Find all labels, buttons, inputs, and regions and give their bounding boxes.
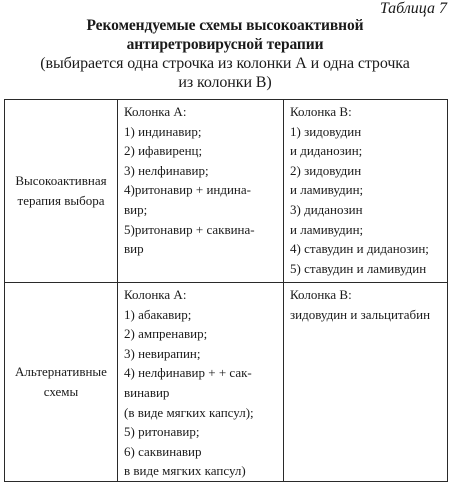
column-a-heading: Колонка А:	[124, 287, 187, 302]
drug-line: и ламивудин;	[290, 182, 364, 198]
table-number-label: Таблица 7	[379, 0, 447, 17]
drug-line: 5) ставудин и ламивудин	[290, 260, 427, 276]
subtitle-line: из колонки В)	[178, 74, 272, 91]
subtitle-line: (выбирается одна строчка из колонки А и одна строчка	[40, 55, 410, 72]
drug-line: 4) ставудин и диданозин;	[290, 241, 429, 257]
column-b-cell	[284, 283, 448, 482]
drug-line: 4)ритонавир + индина-	[124, 182, 251, 198]
drug-line: 1) абакавир;	[124, 306, 192, 322]
table-title	[0, 16, 450, 92]
drug-line: 3) невирапин;	[124, 345, 201, 361]
drug-line: 2) ампренавир;	[124, 326, 208, 342]
title-line: антиретровирусной терапии	[126, 36, 324, 53]
column-a-cell	[118, 283, 284, 482]
table-row-alternative	[5, 283, 448, 482]
drug-line: и диданозин;	[290, 143, 363, 159]
therapy-schemes-table	[4, 99, 448, 482]
row-label-cell	[5, 283, 118, 482]
title-line: Рекомендуемые схемы высокоактивной	[86, 17, 364, 34]
drug-line: в виде мягких капсул)	[124, 463, 246, 479]
column-a-heading: Колонка А:	[124, 104, 187, 119]
column-b-heading: Колонка В:	[290, 104, 352, 119]
column-b-cell	[284, 100, 448, 283]
drug-line: 6) саквинавир	[124, 443, 202, 459]
drug-line: 4) нелфинавир + + сак-	[124, 365, 252, 381]
drug-line: и ламивудин;	[290, 221, 364, 237]
row-label-line: Высокоактивная	[15, 173, 107, 189]
drug-line: 5)ритонавир + саквина-	[124, 221, 255, 237]
row-label-line: схемы	[43, 383, 79, 399]
column-b-heading: Колонка В:	[290, 287, 352, 302]
drug-line: (в виде мягких капсул);	[124, 404, 254, 420]
drug-line: зидовудин и зальцитабин	[290, 306, 431, 322]
drug-line: 2) ифавиренц;	[124, 143, 203, 159]
drug-line: вир;	[124, 201, 148, 217]
column-a-cell	[118, 100, 284, 283]
table-row-primary-therapy	[5, 100, 448, 283]
drug-line: винавир	[124, 384, 170, 400]
row-label-line: Альтернативные	[15, 364, 107, 380]
drug-line: вир	[124, 241, 144, 257]
drug-line: 1) зидовудин	[290, 123, 362, 139]
drug-line: 1) индинавир;	[124, 123, 202, 139]
drug-line: 3) диданозин	[290, 201, 363, 217]
drug-line: 2) зидовудин	[290, 162, 362, 178]
drug-line: 3) нелфинавир;	[124, 162, 209, 178]
row-label-cell	[5, 100, 118, 283]
row-label-line: терапия выбора	[17, 193, 105, 208]
drug-line: 5) ритонавир;	[124, 424, 200, 440]
